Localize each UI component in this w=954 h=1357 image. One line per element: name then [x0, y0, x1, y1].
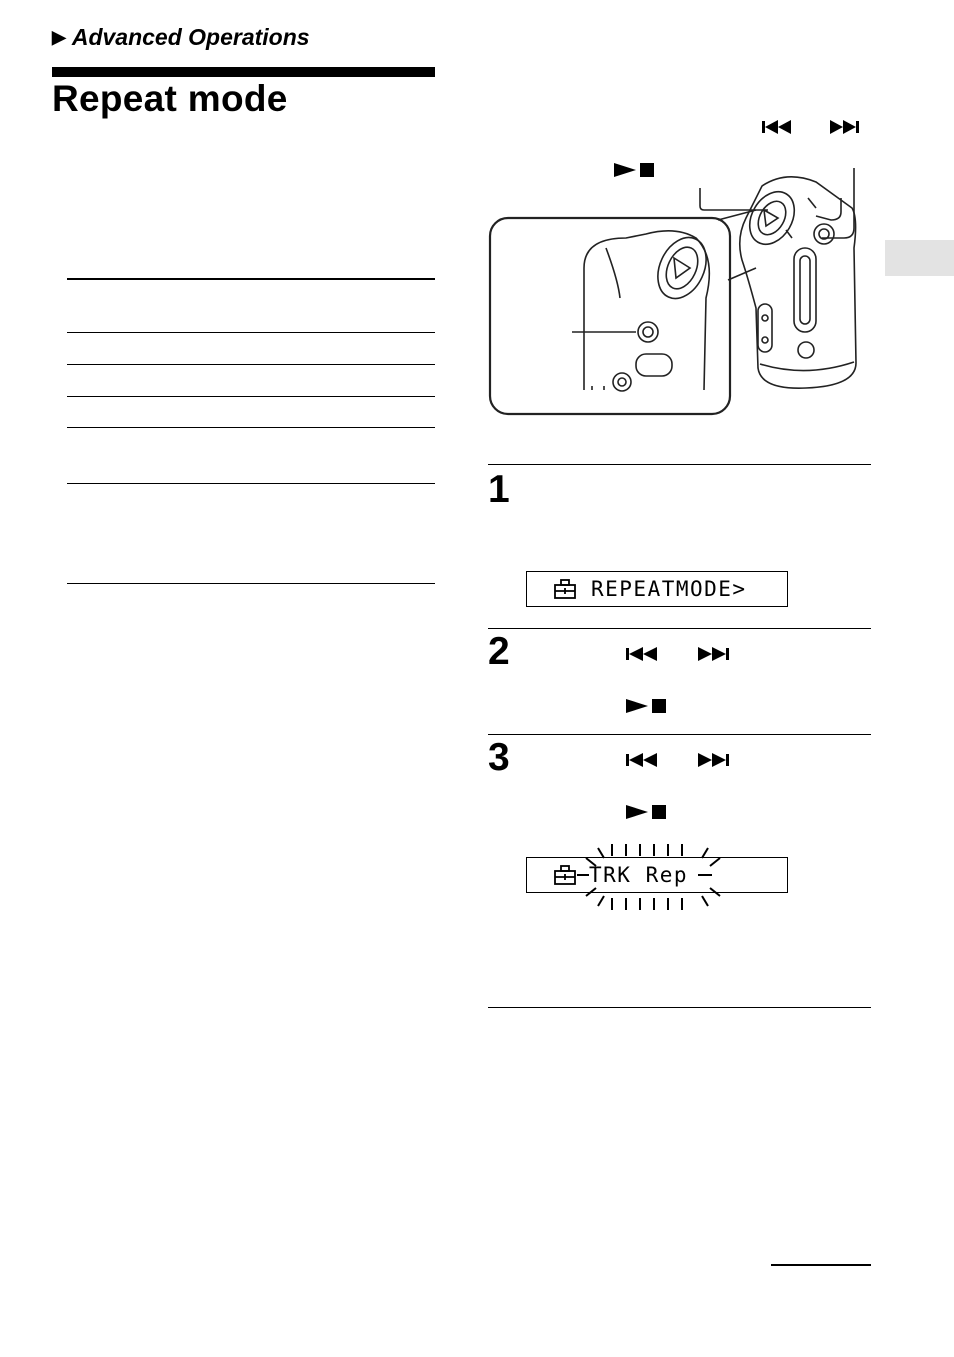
skip-next-icon	[830, 118, 864, 136]
lcd-display	[526, 857, 788, 893]
blink-dash	[698, 874, 712, 876]
skip-next-icon	[698, 645, 734, 663]
skip-previous-icon	[762, 118, 796, 136]
table-row-divider	[67, 332, 435, 333]
triangle-right-icon: ▶	[52, 27, 66, 47]
step-divider	[488, 464, 871, 465]
lcd-text: REPEATMODE>	[591, 577, 747, 601]
skip-next-icon	[698, 751, 734, 769]
section-end-rule	[488, 1007, 871, 1008]
step-number: 3	[488, 736, 510, 779]
device-illustration	[486, 168, 866, 420]
table-top-rule	[67, 278, 435, 280]
table-row-divider	[67, 427, 435, 428]
step-number: 1	[488, 468, 510, 511]
page-title: Repeat mode	[52, 78, 288, 119]
lcd-display	[526, 571, 788, 607]
skip-previous-icon	[626, 645, 662, 663]
continued-rule	[771, 1264, 871, 1266]
step-divider	[488, 628, 871, 629]
skip-previous-icon	[626, 751, 662, 769]
table-row-divider	[67, 364, 435, 365]
blink-dash	[577, 874, 589, 876]
play-stop-icon	[626, 696, 672, 716]
section-label-text: Advanced Operations	[71, 24, 310, 50]
title-bar	[52, 67, 435, 77]
table-bottom-rule	[67, 583, 435, 584]
lcd-text: TRK Rep	[589, 863, 689, 887]
menu-toolbox-icon	[553, 578, 577, 600]
side-tab	[885, 240, 954, 276]
play-stop-icon	[626, 802, 672, 822]
menu-toolbox-icon	[553, 864, 577, 886]
step-number: 2	[488, 630, 510, 673]
table-row-divider	[67, 483, 435, 484]
table-row-divider	[67, 396, 435, 397]
step-divider	[488, 734, 871, 735]
section-label	[52, 24, 310, 51]
